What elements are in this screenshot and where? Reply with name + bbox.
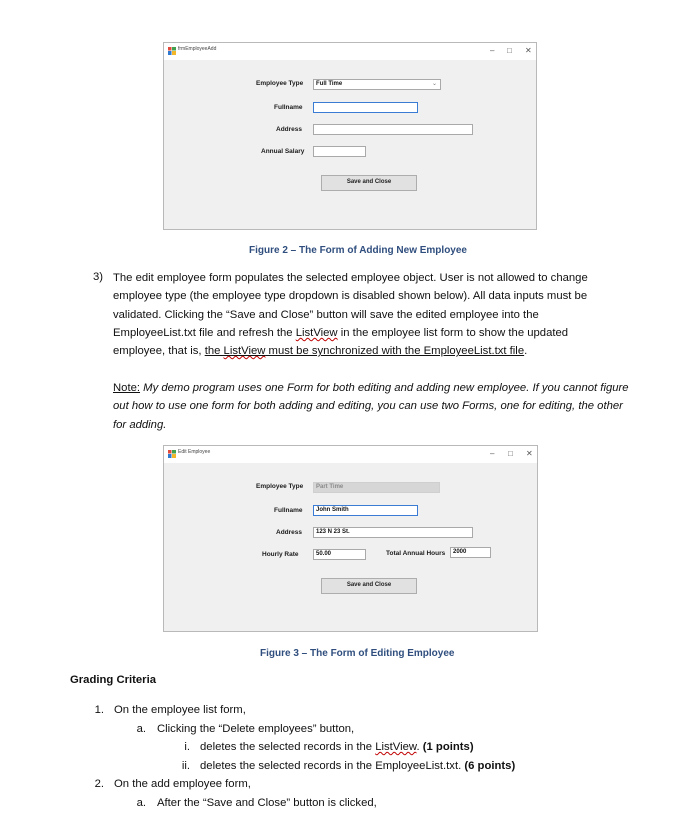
title-bar (164, 43, 536, 60)
employee-type-value: Full Time (316, 81, 343, 87)
window-title: Edit Employee (178, 449, 211, 455)
item3-paragraph (113, 269, 633, 360)
fullname-label: Fullname (274, 507, 303, 514)
list-marker: 1. (94, 704, 104, 716)
figure3-caption: Figure 3 – The Form of Editing Employee (260, 648, 455, 659)
item3-number: 3) (93, 271, 104, 283)
list-marker: a. (136, 797, 146, 809)
fullname-input[interactable]: John Smith (313, 505, 418, 516)
points: (1 points) (422, 741, 474, 753)
listview-term: ListView (375, 741, 417, 753)
address-input[interactable]: 123 N 23 St. (313, 527, 473, 538)
app-icon (168, 450, 176, 458)
close-icon[interactable]: ✕ (525, 46, 532, 55)
grading-heading: Grading Criteria (70, 674, 157, 686)
address-label: Address (276, 126, 303, 133)
employee-type-dropdown-disabled: Part Time (313, 482, 440, 493)
save-and-close-button[interactable]: Save and Close (321, 578, 417, 594)
close-icon[interactable]: ✕ (526, 449, 533, 458)
item3-line: employee type (the employee type dropdown is disabled shown below). All data inputs must be (113, 290, 588, 303)
list-marker: 2. (94, 778, 104, 790)
employee-type-label: Employee Type (256, 80, 304, 87)
grading-item-text: On the add employee form, (114, 778, 251, 790)
total-annual-hours-input[interactable]: 2000 (450, 547, 491, 558)
grading-item-text: deletes the selected records in the ListView. (1 points) (200, 741, 474, 753)
note-paragraph (113, 379, 633, 434)
employee-type-label: Employee Type (256, 483, 304, 490)
total-annual-hours-label: Total Annual Hours (386, 550, 446, 557)
hourly-rate-label: Hourly Rate (262, 551, 299, 558)
points: (6 points) (464, 760, 516, 772)
add-employee-form-window (163, 42, 537, 230)
maximize-icon[interactable]: □ (508, 449, 513, 458)
fullname-label: Fullname (274, 104, 303, 111)
figure2-caption: Figure 2 – The Form of Adding New Employee (249, 245, 467, 256)
list-marker: a. (136, 723, 146, 735)
chevron-down-icon: ⌄ (431, 81, 437, 87)
list-marker: ii. (181, 760, 190, 772)
note-text: My demo program uses one Form for both editing and adding new employee. If you cannot figure out how to use one form for both adding and editing, you can use two Forms, one for editing, the other for adding. (113, 382, 629, 431)
note-label: Note: (113, 382, 141, 394)
item3-line: employee, that is, the ListView must be synchronized with the EmployeeList.txt file. (113, 345, 528, 358)
annual-salary-input[interactable] (313, 146, 366, 157)
hourly-rate-input[interactable]: 50.00 (313, 549, 366, 560)
minimize-icon[interactable]: – (490, 46, 495, 55)
grading-item-text: Clicking the “Delete employees” button, (157, 723, 355, 735)
save-and-close-button[interactable]: Save and Close (321, 175, 417, 191)
employee-type-dropdown[interactable] (313, 79, 441, 90)
item3-line: validated. Clicking the “Save and Close” button will save the edited employee into the (113, 308, 539, 321)
grading-item-text: After the “Save and Close” button is clicked, (157, 797, 377, 809)
list-marker: i. (184, 741, 190, 753)
grading-item-text: deletes the selected records in the EmployeeList.txt. (6 points) (200, 760, 516, 772)
item3-line: EmployeeList.txt file and refresh the ListView in the employee list form to show the updated (113, 326, 569, 339)
edit-employee-form-window (163, 445, 538, 632)
title-bar (164, 446, 537, 463)
app-icon (168, 47, 176, 55)
window-title: frmEmployeeAdd (178, 46, 217, 52)
sync-requirement: the ListView must be synchronized with the EmployeeList.txt file (204, 345, 525, 358)
grading-item-text: On the employee list form, (114, 704, 246, 716)
fullname-input[interactable] (313, 102, 418, 113)
annual-salary-label: Annual Salary (261, 148, 305, 155)
minimize-icon[interactable]: – (490, 449, 495, 458)
address-input[interactable] (313, 124, 473, 135)
listview-term: ListView (295, 326, 338, 339)
maximize-icon[interactable]: □ (507, 46, 512, 55)
item3-line: The edit employee form populates the selected employee object. User is not allowed to change (113, 272, 588, 284)
address-label: Address (276, 529, 303, 536)
